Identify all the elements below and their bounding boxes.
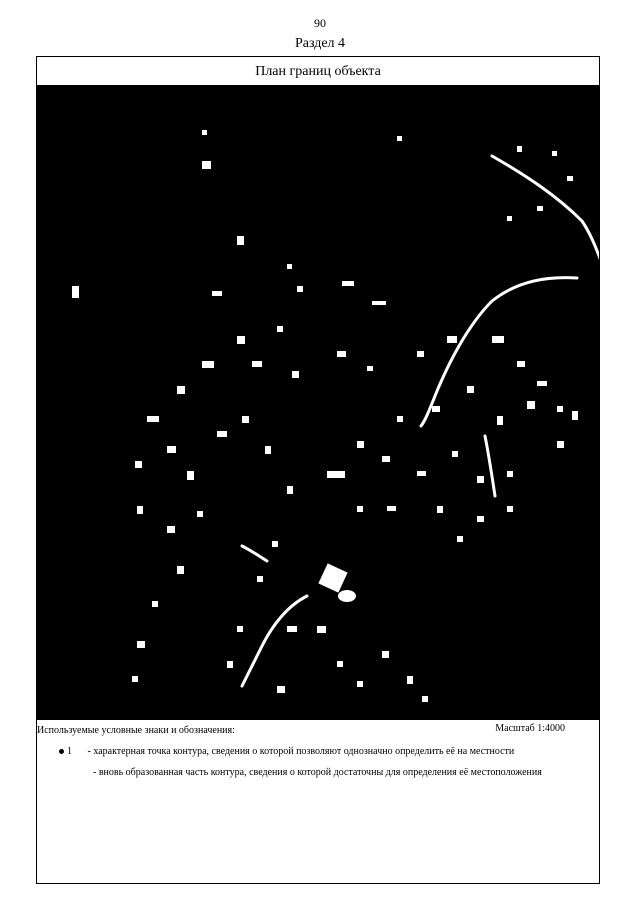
map-image [37,86,599,720]
map-title: План границ объекта [37,57,599,86]
boundary-plan-map [37,86,599,720]
boundary-point-icon [59,749,64,754]
legend-heading: Используемые условные знаки и обозначения: [37,725,235,736]
legend-marker [59,746,85,758]
map-frame [36,56,600,884]
page-number: 90 [314,16,326,30]
legend-item-text: - характерная точка контура, сведения о которой позволяют однозначно определить её на местности [87,746,515,757]
legend-item-new-contour [93,767,573,779]
legend-item-text: - вновь образованная часть контура, сведения о которой достаточны для определения её местоположения [93,767,542,778]
legend-item-boundary-point [59,746,589,758]
section-title: Раздел 4 [294,36,346,51]
legend-marker-number: 1 [67,746,72,757]
scale-label: Масштаб 1:4000 [495,723,565,734]
